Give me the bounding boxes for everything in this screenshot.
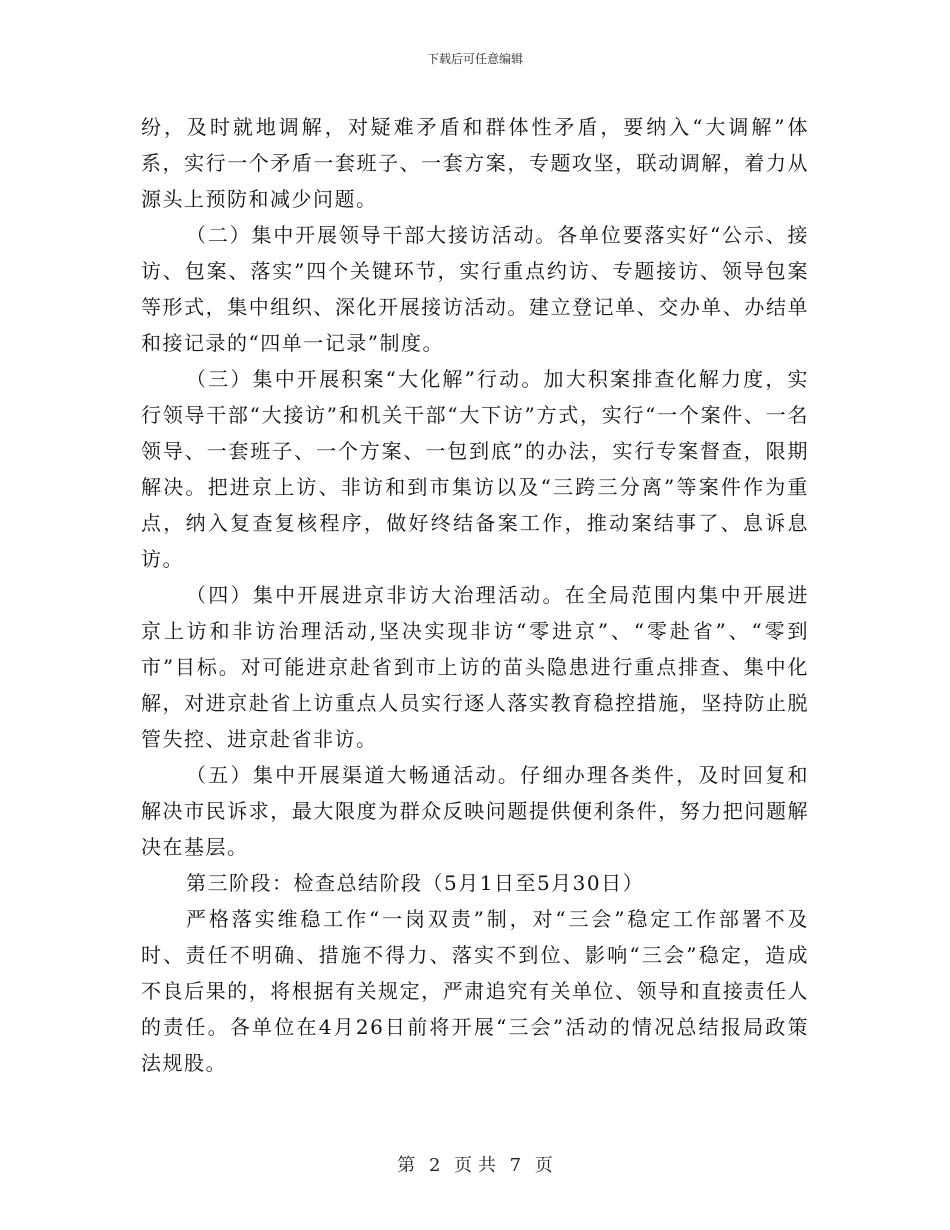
- paragraph-item-4: （四）集中开展进京非访大治理活动。在全局范围内集中开展进京上访和非访治理活动,坚决实现非访“零进京”、“零赴省”、“零到市”目标。对可能进京赴省到市上访的苗头隐患进行重点排查、集中化解，对进京赴省上访重点人员实行逐人落实教育稳控措施，坚持防止脱管失控、进京赴省非访。: [141, 583, 809, 751]
- page-number: 2: [428, 1155, 441, 1176]
- footer-middle: 页 共: [454, 1155, 496, 1176]
- page-header: 下载后可任意编辑: [426, 52, 523, 66]
- page-footer: [0, 1155, 950, 1177]
- footer-prefix: 第: [397, 1155, 416, 1176]
- document-body: [141, 109, 809, 1081]
- paragraph-continuation: 纷，及时就地调解，对疑难矛盾和群体性矛盾，要纳入“大调解”体系，实行一个矛盾一套班子、一套方案，专题攻坚，联动调解，着力从源头上预防和减少问题。: [141, 115, 809, 211]
- paragraph-item-5: （五）集中开展渠道大畅通活动。仔细办理各类件，及时回复和解决市民诉求，最大限度为群众反映问题提供便利条件，努力把问题解决在基层。: [141, 763, 809, 859]
- footer-suffix: 页: [534, 1155, 553, 1176]
- paragraph-item-2: （二）集中开展领导干部大接访活动。各单位要落实好“公示、接访、包案、落实”四个关键环节，实行重点约访、专题接访、领导包案等形式，集中组织、深化开展接访活动。建立登记单、交办单、办结单和接记录的“四单一记录”制度。: [141, 223, 809, 355]
- paragraph-item-3: （三）集中开展积案“大化解”行动。加大积案排查化解力度，实行领导干部“大接访”和机关干部“大下访”方式，实行“一个案件、一名领导、一套班子、一个方案、一包到底”的办法，实行专案督查，限期解决。把进京上访、非访和到市集访以及“三跨三分离”等案件作为重点，纳入复查复核程序，做好终结备案工作，推动案结事了、息诉息访。: [141, 367, 809, 571]
- section-heading-stage-3: 第三阶段：检查总结阶段（5月1日至5月30日）: [186, 871, 645, 895]
- total-pages: 7: [509, 1155, 522, 1176]
- paragraph-accountability: 严格落实维稳工作“一岗双责”制，对“三会”稳定工作部署不及时、责任不明确、措施不得力、落实不到位、影响“三会”稳定，造成不良后果的，将根据有关规定，严肃追究有关单位、领导和直接责任人的责任。各单位在4月26日前将开展“三会”活动的情况总结报局政策法规股。: [141, 907, 809, 1075]
